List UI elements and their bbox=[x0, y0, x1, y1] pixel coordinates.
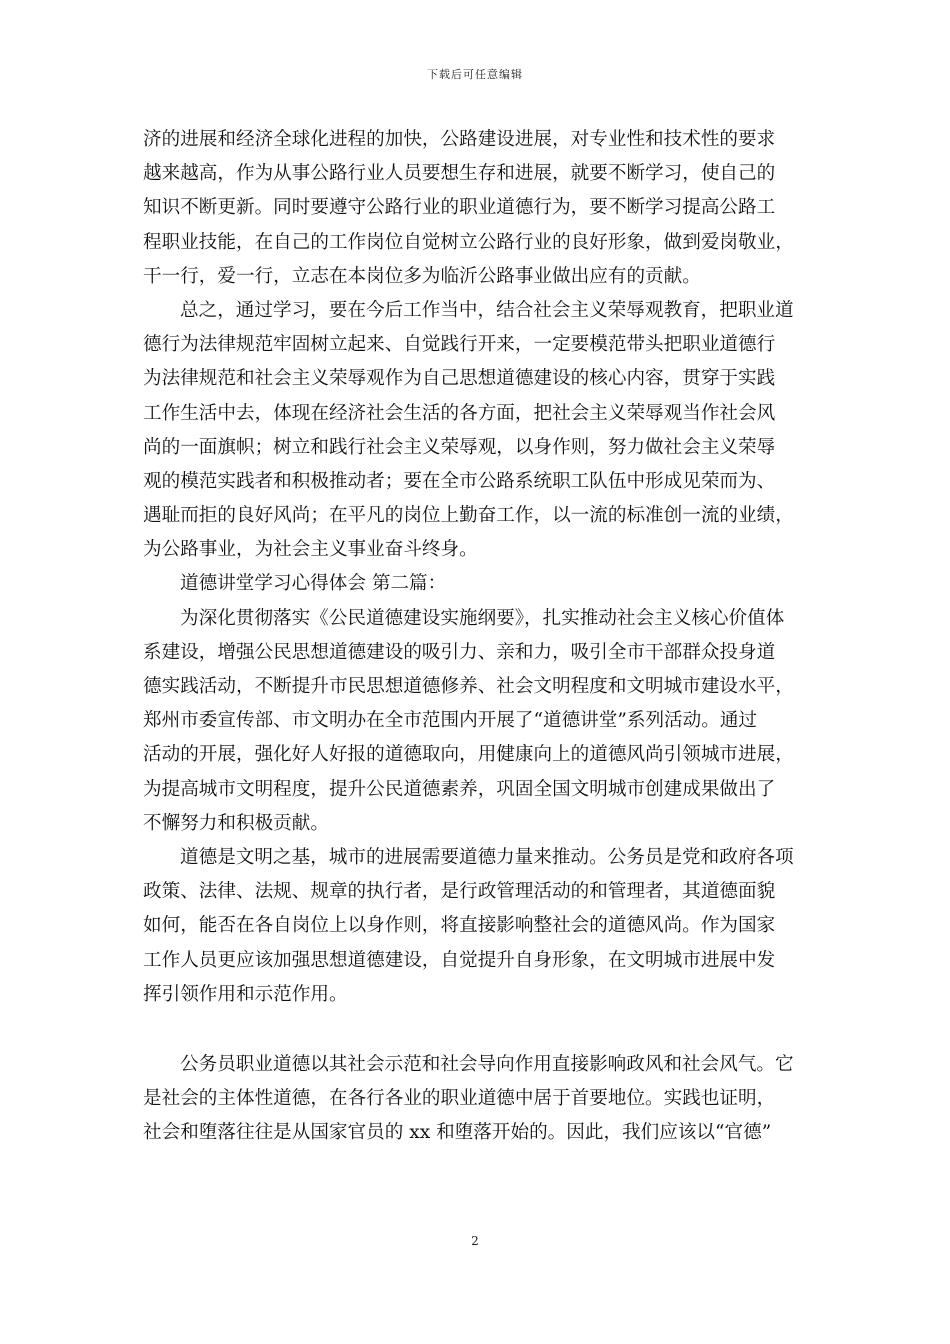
text-line: 为深化贯彻落实《公民道德建设实施纲要》，扎实推动社会主义核心价值体 bbox=[180, 607, 785, 629]
text-line: 德行为法律规范牢固树立起来、自觉践行开来，一定要模范带头把职业道德行 bbox=[143, 334, 776, 356]
text-line: 道德是文明之基，城市的进展需要道德力量来推动。公务员是党和政府各项 bbox=[180, 846, 794, 868]
text-line: 社会和堕落往往是从国家官员的 xx 和堕落开始的。因此，我们应该以“官德” bbox=[143, 1122, 772, 1144]
paragraph bbox=[143, 1048, 811, 1151]
text-line: 郑州市委宣传部、市文明办在全市范围内开展了“道德讲堂”系列活动。通过 bbox=[143, 710, 758, 732]
text-line: 工作生活中去，体现在经济社会生活的各方面，把社会主义荣辱观当作社会风 bbox=[143, 402, 776, 424]
section-heading bbox=[143, 567, 811, 601]
text-line: 总之，通过学习，要在今后工作当中，结合社会主义荣辱观教育，把职业道 bbox=[180, 299, 794, 321]
paragraph bbox=[143, 123, 811, 294]
text-line: 观的模范实践者和积极推动者；要在全市公路系统职工队伍中形成见荣而为、 bbox=[143, 470, 776, 492]
text-line: 德实践活动，不断提升市民思想道德修养、社会文明程度和文明城市建设水平， bbox=[143, 676, 794, 697]
text-line: 活动的开展，强化好人好报的道德取向，用健康向上的道德风尚引领城市进展， bbox=[143, 744, 794, 766]
document-body bbox=[143, 123, 811, 1150]
paragraph bbox=[143, 602, 811, 841]
text-line: 为提高城市文明程度，提升公民道德素养，巩固全国文明城市创建成果做出了 bbox=[143, 778, 776, 800]
paragraph bbox=[143, 294, 811, 568]
text-line: 程职业技能，在自己的工作岗位自觉树立公路行业的良好形象，做到爱岗敬业， bbox=[143, 231, 794, 253]
text-line: 越来越高，作为从事公路行业人员要想生存和进展，就要不断学习，使自己的 bbox=[143, 163, 776, 185]
text-line: 为法律规范和社会主义荣辱观作为自己思想道德建设的核心内容，贯穿于实践 bbox=[143, 368, 776, 390]
header-note: 下载后可任意编辑 bbox=[427, 68, 523, 81]
paragraph bbox=[143, 841, 811, 1012]
text-line: 尚的一面旗帜；树立和践行社会主义荣辱观，以身作则，努力做社会主义荣辱 bbox=[143, 436, 776, 458]
text-line: 为公路事业，为社会主义事业奋斗终身。 bbox=[143, 539, 478, 561]
text-line: 道德讲堂学习心得体会 第二篇： bbox=[180, 573, 447, 595]
text-line: 挥引领作用和示范作用。 bbox=[143, 983, 348, 1005]
text-line: 知识不断更新。同时要遵守公路行业的职业道德行为，要不断学习提高公路工 bbox=[143, 197, 776, 219]
text-line: 不懈努力和积极贡献。 bbox=[143, 812, 329, 834]
text-line: 是社会的主体性道德，在各行各业的职业道德中居于首要地位。实践也证明， bbox=[143, 1088, 776, 1110]
text-line: 系建设，增强公民思想道德建设的吸引力、亲和力，吸引全市干部群众投身道 bbox=[143, 641, 776, 663]
text-line: 干一行，爱一行，立志在本岗位多为临沂公路事业做出应有的贡献。 bbox=[143, 265, 701, 287]
text-line: 工作人员更应该加强思想道德建设，自觉提升自身形象，在文明城市进展中发 bbox=[143, 949, 776, 971]
text-line: 遇耻而拒的良好风尚；在平凡的岗位上勤奋工作，以一流的标准创一流的业绩， bbox=[143, 505, 794, 527]
text-line: 如何，能否在各自岗位上以身作则，将直接影响整社会的道德风尚。作为国家 bbox=[143, 915, 776, 937]
page-number: 2 bbox=[471, 1234, 479, 1248]
text-line: 济的进展和经济全球化进程的加快，公路建设进展，对专业性和技术性的要求 bbox=[143, 129, 776, 150]
paragraph-gap bbox=[143, 1012, 811, 1048]
text-line: 公务员职业道德以其社会示范和社会导向作用直接影响政风和社会风气。它 bbox=[180, 1053, 794, 1075]
text-line: 政策、法律、法规、规章的执行者，是行政管理活动的和管理者，其道德面貌 bbox=[143, 881, 776, 903]
